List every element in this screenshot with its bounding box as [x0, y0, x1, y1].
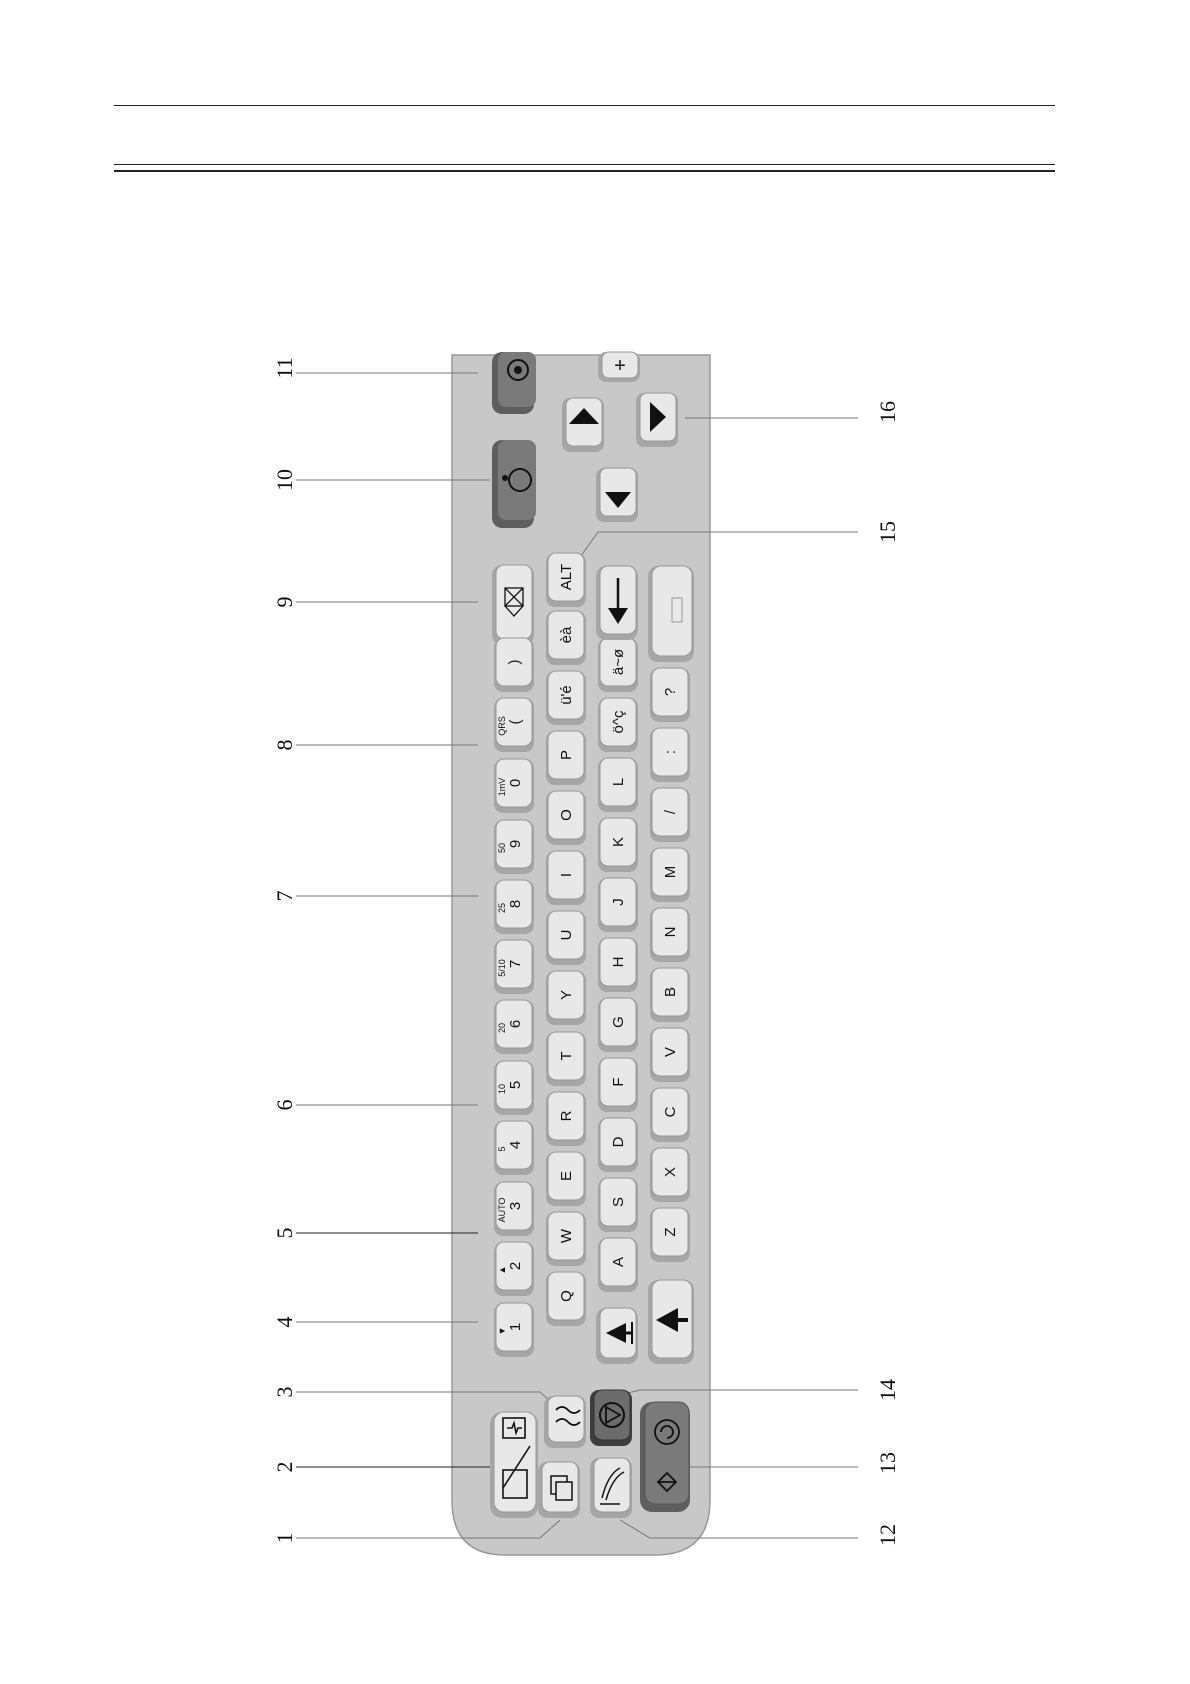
key-alt[interactable] [546, 553, 586, 607]
key-5[interactable] [494, 1061, 534, 1115]
arrow-up-key[interactable] [598, 352, 640, 382]
key-a-label: A [610, 1256, 627, 1268]
key-l-label: L [610, 777, 627, 787]
auto-start-key[interactable] [640, 1402, 690, 1512]
key-colon-label: : [662, 749, 679, 755]
key-i[interactable] [546, 851, 586, 905]
callout-3: 3 [272, 1386, 297, 1398]
key-alt-label: ALT [558, 563, 575, 591]
key-paren-open[interactable] [494, 698, 534, 752]
key-8[interactable] [494, 880, 534, 934]
delete-key[interactable] [492, 565, 534, 645]
key-0[interactable] [494, 759, 534, 813]
arrow-up-icon: + [614, 355, 626, 377]
key-2-label: 2 [507, 1261, 524, 1271]
stop-record-key[interactable] [492, 352, 536, 414]
key-4-alt-label: 5 [497, 1146, 507, 1152]
key-n-label: N [662, 926, 679, 938]
key-9-label: 9 [507, 839, 524, 849]
callout-12: 12 [875, 1524, 900, 1546]
callout-5: 5 [272, 1227, 297, 1239]
key-6-alt-label: 20 [497, 1022, 507, 1034]
lead-select-key[interactable] [490, 1412, 538, 1518]
key-question-label: ? [662, 687, 679, 697]
key-r[interactable] [546, 1092, 586, 1146]
key-7[interactable] [494, 940, 534, 994]
key-o-label: O [558, 809, 575, 821]
key-c[interactable] [650, 1088, 690, 1142]
key-x[interactable] [650, 1148, 690, 1202]
key-2-alt-label: ▲ [497, 1265, 507, 1275]
key-q-label: Q [558, 1290, 575, 1302]
key-j-label: J [610, 898, 627, 906]
key-paren-open-label: ( [507, 719, 524, 725]
manual-start-key[interactable] [590, 1458, 632, 1518]
key-accent-11[interactable] [546, 611, 586, 665]
key-b-label: B [662, 986, 679, 998]
key-3-alt-label: AUTO [497, 1197, 507, 1223]
callouts-left [272, 357, 297, 1543]
key-h[interactable] [598, 938, 638, 992]
key-accent-10[interactable] [546, 671, 586, 725]
key-5-alt-label: 10 [497, 1083, 507, 1095]
key-t-label: T [558, 1051, 575, 1061]
key-e[interactable] [546, 1152, 586, 1206]
key-4-label: 4 [507, 1140, 524, 1150]
key-1-label: 1 [507, 1322, 524, 1332]
key-6[interactable] [494, 1000, 534, 1054]
callout-16: 16 [875, 401, 900, 423]
key-7-label: 7 [507, 959, 524, 969]
start-record-key[interactable] [492, 440, 536, 528]
space-bar-key[interactable] [648, 566, 694, 662]
key-1-alt-label: ▼ [497, 1326, 507, 1336]
key-1[interactable] [494, 1303, 534, 1357]
key-x-label: X [662, 1166, 679, 1178]
key-r-label: R [558, 1110, 575, 1122]
key-p-label: P [558, 749, 575, 761]
key-colon[interactable] [650, 728, 690, 782]
key-u[interactable] [546, 911, 586, 965]
callout-15: 15 [875, 521, 900, 543]
key-paren-close-label: ) [506, 659, 523, 665]
key-slash[interactable] [650, 788, 690, 842]
callouts-right [875, 401, 900, 1546]
callout-9: 9 [272, 596, 297, 608]
key-3[interactable] [494, 1182, 534, 1236]
key-8-alt-label: 25 [497, 902, 507, 914]
arrow-right-key[interactable] [636, 393, 678, 447]
key-g-label: G [610, 1016, 627, 1028]
key-c-label: C [662, 1106, 679, 1118]
shift-key[interactable] [648, 1280, 694, 1364]
key-a[interactable] [598, 1238, 638, 1292]
key-y-label: Y [558, 989, 575, 1001]
key-8-label: 8 [507, 899, 524, 909]
key-f-label: F [610, 1077, 627, 1087]
key-q[interactable] [546, 1272, 586, 1326]
enter-key[interactable] [596, 566, 638, 640]
key-9-alt-label: 50 [497, 842, 507, 854]
key-g[interactable] [598, 998, 638, 1052]
key-2[interactable] [494, 1242, 534, 1296]
key-accent-11-label: èà [558, 626, 575, 644]
caps-lock-key[interactable] [596, 1308, 638, 1364]
callout-1: 1 [272, 1532, 297, 1544]
arrow-left-key[interactable] [562, 398, 604, 452]
callout-7: 7 [272, 890, 297, 902]
a-row [598, 638, 638, 1292]
callout-2: 2 [272, 1461, 297, 1473]
key-m-label: M [662, 865, 679, 879]
key-i-label: I [558, 872, 575, 878]
key-p[interactable] [546, 731, 586, 785]
key-3-label: 3 [507, 1201, 524, 1211]
key-h-label: H [610, 956, 627, 968]
key-k-label: K [610, 836, 627, 848]
key-accent-10-label: ü'é [558, 685, 575, 705]
callout-6: 6 [272, 1099, 297, 1111]
key-paren-open-alt-label: QRS [497, 716, 507, 736]
filter-key[interactable] [544, 1396, 586, 1448]
arrow-down-key[interactable] [596, 468, 638, 522]
key-6-label: 6 [507, 1019, 524, 1029]
key-question[interactable] [650, 668, 690, 722]
callout-14: 14 [875, 1379, 900, 1401]
key-accent-9-label: ö^ç [610, 710, 627, 734]
key-m[interactable] [650, 848, 690, 902]
key-4[interactable] [494, 1121, 534, 1175]
key-7-alt-label: 5/10 [497, 959, 507, 977]
key-paren-close[interactable] [494, 638, 534, 692]
key-j[interactable] [598, 878, 638, 932]
callout-8: 8 [272, 739, 297, 751]
key-y[interactable] [546, 971, 586, 1025]
key-d-label: D [610, 1136, 627, 1148]
key-z-label: Z [662, 1227, 679, 1237]
key-e-label: E [558, 1170, 575, 1182]
key-v-label: V [662, 1046, 679, 1058]
callout-11: 11 [272, 357, 297, 379]
key-slash-label: / [662, 809, 679, 815]
key-u-label: U [558, 929, 575, 941]
key-9[interactable] [494, 820, 534, 874]
key-w[interactable] [546, 1212, 586, 1266]
key-o[interactable] [546, 791, 586, 845]
key-z[interactable] [650, 1208, 690, 1262]
callout-4: 4 [272, 1316, 297, 1328]
key-0-alt-label: 1mV [497, 777, 507, 797]
key-0-label: 0 [507, 778, 524, 788]
key-5-label: 5 [507, 1080, 524, 1090]
key-l[interactable] [598, 758, 638, 812]
key-n[interactable] [650, 908, 690, 962]
key-v[interactable] [650, 1028, 690, 1082]
key-s[interactable] [598, 1178, 638, 1232]
key-accent-10-label: ä~ø [610, 648, 627, 676]
key-k[interactable] [598, 818, 638, 872]
stop-key[interactable] [590, 1390, 632, 1446]
key-accent-10[interactable] [598, 638, 638, 692]
key-s-label: S [610, 1196, 627, 1208]
key-f[interactable] [598, 1058, 638, 1112]
copy-key[interactable] [538, 1462, 580, 1518]
key-w-label: W [558, 1228, 575, 1244]
key-b[interactable] [650, 968, 690, 1022]
key-accent-9[interactable] [598, 698, 638, 752]
callout-10: 10 [272, 469, 297, 491]
callout-13: 13 [875, 1452, 900, 1474]
key-t[interactable] [546, 1032, 586, 1086]
key-d[interactable] [598, 1118, 638, 1172]
